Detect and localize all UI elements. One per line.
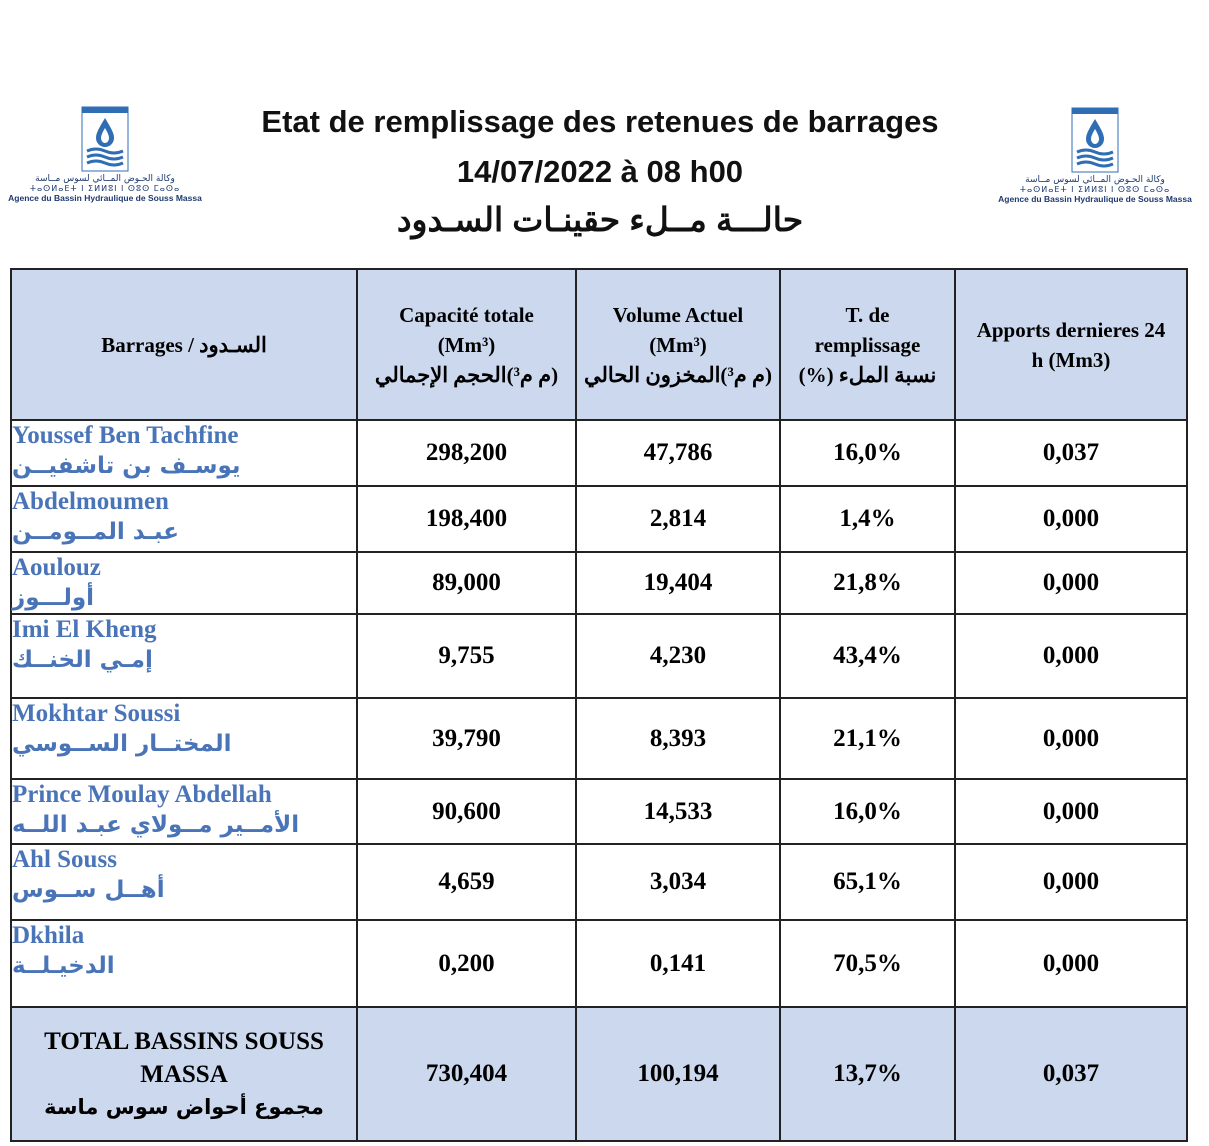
table-row <box>11 779 1187 844</box>
total-label-line2: MASSA <box>140 1060 228 1088</box>
dam-name-fr: Prince Moulay Abdellah <box>12 781 272 808</box>
inflow-cell: 0,000 <box>955 614 1187 698</box>
table-row <box>11 614 1187 698</box>
column-header-fill-rate: T. de remplissage نسبة الملء (%) <box>780 269 955 420</box>
dam-name-ar: يوسـف بن تاشفيــن <box>12 453 241 479</box>
inflow-cell: 0,037 <box>955 420 1187 486</box>
table-row <box>11 420 1187 486</box>
total-label-cell <box>11 1007 357 1141</box>
volume-cell: 0,141 <box>576 920 780 1007</box>
agency-logo-right <box>995 107 1195 204</box>
water-drop-hand-icon <box>81 106 129 172</box>
dam-name-cell <box>11 614 357 698</box>
dam-name-cell <box>11 420 357 486</box>
table-row <box>11 844 1187 920</box>
agency-name-tifinagh: ⵜⴰⵙⵍⴰⴹⵜ ⵏ ⵉⵍⵍⵓⵏ ⵏ ⵙⵓⵙ ⵎⴰⵙⴰ <box>1019 185 1171 194</box>
capacity-cell: 0,200 <box>357 920 576 1007</box>
fill-rate-cell: 16,0% <box>780 420 955 486</box>
fill-rate-cell: 21,8% <box>780 552 955 614</box>
fill-rate-cell: 1,4% <box>780 486 955 552</box>
capacity-cell: 89,000 <box>357 552 576 614</box>
dam-name-cell <box>11 779 357 844</box>
dam-name-fr: Aoulouz <box>12 554 101 581</box>
column-header-capacity: Capacité totale (Mm³) (م م³)الحجم الإجمالي <box>357 269 576 420</box>
total-volume-cell: 100,194 <box>576 1007 780 1141</box>
agency-name-ar: وكالة الحـوض المــائي لسوس مــاسة <box>1025 175 1165 185</box>
table-row <box>11 486 1187 552</box>
fill-rate-cell: 16,0% <box>780 779 955 844</box>
column-header-dams: Barrages / السـدود <box>11 269 357 420</box>
table-row <box>11 920 1187 1007</box>
dam-name-cell <box>11 920 357 1007</box>
dam-name-cell <box>11 552 357 614</box>
table-row <box>11 698 1187 779</box>
dam-name-ar: الأمــير مــولاي عبـد اللــه <box>12 812 300 838</box>
dam-name-cell <box>11 844 357 920</box>
agency-logo-left <box>5 106 205 203</box>
volume-cell: 8,393 <box>576 698 780 779</box>
dam-name-ar: أولـــوز <box>12 585 95 611</box>
volume-cell: 47,786 <box>576 420 780 486</box>
total-capacity-cell: 730,404 <box>357 1007 576 1141</box>
dam-name-ar: الدخيـلــة <box>12 953 115 979</box>
document-header <box>0 0 1209 268</box>
agency-name-ar: وكالة الحـوض المــائي لسوس مــاسة <box>35 174 175 184</box>
volume-cell: 19,404 <box>576 552 780 614</box>
dam-name-fr: Imi El Kheng <box>12 616 157 643</box>
agency-name-tifinagh: ⵜⴰⵙⵍⴰⴹⵜ ⵏ ⵉⵍⵍⵓⵏ ⵏ ⵙⵓⵙ ⵎⴰⵙⴰ <box>29 184 181 193</box>
dam-name-fr: Youssef Ben Tachfine <box>12 422 239 449</box>
capacity-cell: 90,600 <box>357 779 576 844</box>
inflow-cell: 0,000 <box>955 698 1187 779</box>
dam-name-ar: عبـد المــومــن <box>12 519 179 545</box>
total-fill-rate-cell: 13,7% <box>780 1007 955 1141</box>
water-drop-hand-icon <box>1071 107 1119 173</box>
column-header-inflow: Apports dernieres 24 h (Mm3) <box>955 269 1187 420</box>
dam-name-fr: Ahl Souss <box>12 846 117 873</box>
volume-cell: 3,034 <box>576 844 780 920</box>
fill-rate-cell: 43,4% <box>780 614 955 698</box>
dam-fill-table <box>10 268 1188 1142</box>
dam-name-cell <box>11 486 357 552</box>
dam-name-fr: Dkhila <box>12 922 85 949</box>
inflow-cell: 0,000 <box>955 920 1187 1007</box>
table-row <box>11 552 1187 614</box>
page-title: Etat de remplissage des retenues de barrages <box>261 104 939 139</box>
agency-name-fr: Agence du Bassin Hydraulique de Souss Massa <box>8 193 202 203</box>
column-header-volume: Volume Actuel (Mm³) (م م³)المخزون الحالي <box>576 269 780 420</box>
fill-rate-cell: 70,5% <box>780 920 955 1007</box>
volume-cell: 14,533 <box>576 779 780 844</box>
dam-name-fr: Mokhtar Soussi <box>12 700 181 727</box>
dam-name-ar: إمـي الخنــك <box>12 647 153 673</box>
dam-name-cell <box>11 698 357 779</box>
inflow-cell: 0,000 <box>955 552 1187 614</box>
fill-rate-cell: 21,1% <box>780 698 955 779</box>
total-label: TOTAL BASSINS SOUSS <box>44 1027 324 1055</box>
inflow-cell: 0,000 <box>955 779 1187 844</box>
agency-name-fr: Agence du Bassin Hydraulique de Souss Massa <box>998 194 1192 204</box>
inflow-cell: 0,000 <box>955 844 1187 920</box>
page-title-ar: حالـــة مــلء حقينـات السـدود <box>396 201 804 238</box>
inflow-cell: 0,000 <box>955 486 1187 552</box>
table-header-row <box>11 269 1187 420</box>
volume-cell: 2,814 <box>576 486 780 552</box>
capacity-cell: 9,755 <box>357 614 576 698</box>
total-row <box>11 1007 1187 1141</box>
dam-name-ar: المختــار الســوسي <box>12 731 232 757</box>
capacity-cell: 4,659 <box>357 844 576 920</box>
capacity-cell: 298,200 <box>357 420 576 486</box>
dam-name-fr: Abdelmoumen <box>12 488 169 515</box>
volume-cell: 4,230 <box>576 614 780 698</box>
capacity-cell: 198,400 <box>357 486 576 552</box>
dam-name-ar: أهــل ســوس <box>12 877 165 903</box>
total-label-ar: مجموع أحواض سوس ماسة <box>44 1094 324 1119</box>
fill-rate-cell: 65,1% <box>780 844 955 920</box>
report-date: 14/07/2022 à 08 h00 <box>456 154 744 189</box>
capacity-cell: 39,790 <box>357 698 576 779</box>
total-inflow-cell: 0,037 <box>955 1007 1187 1141</box>
